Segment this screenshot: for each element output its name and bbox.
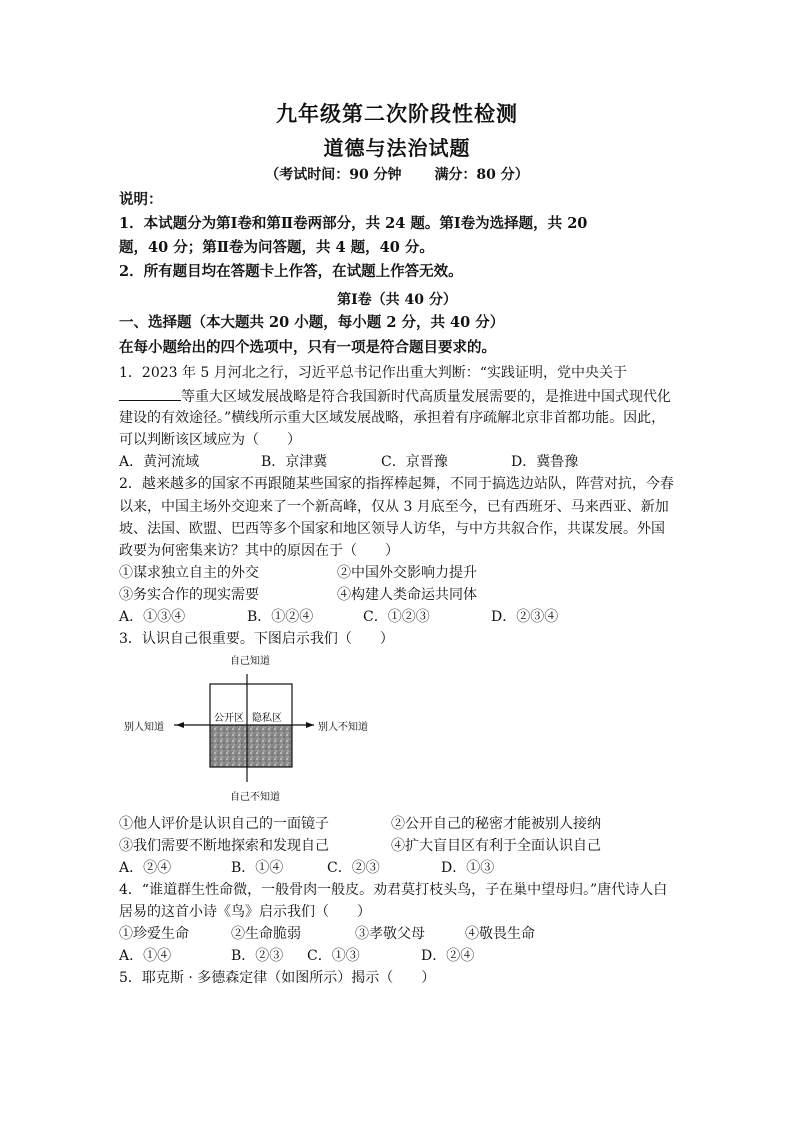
q1-line3: 建设的有效途径。”横线所示重大区域发展战略，承担着有序疏解北京非首都功能。因此， <box>119 410 666 426</box>
q2-line4: 政要为何密集来访？其中的原因在于（ ） <box>119 543 399 559</box>
q4-statement-4: ④敬畏生命 <box>465 926 535 942</box>
q3-statement-3: ③我们需要不断地探索和发现自己 <box>119 838 329 854</box>
q4-statement-1: ①珍爱生命 <box>119 926 189 942</box>
q3-line1: 3．认识自己很重要。下图启示我们（ ） <box>119 631 394 647</box>
q1-blank <box>119 386 181 401</box>
q3-option-a: A．②④ <box>119 860 172 876</box>
q2-statement-1: ①谋求独立自主的外交 <box>119 565 259 581</box>
label-others-unknown: 别人不知道 <box>318 722 368 733</box>
exam-info <box>0 164 794 184</box>
q2-line2: 以来，中国主场外交迎来了一个新高峰，仅从 3 月底至今，已有西班牙、马来西亚、新加 <box>119 499 669 515</box>
section-subheading: 在每小题给出的四个选项中，只有一项是符合题目要求的。 <box>119 339 496 356</box>
q1-line1: 1．2023 年 5 月河北之行，习近平总书记作出重大判断：“实践证明，党中央关于 <box>119 365 627 381</box>
q4-line2: 居易的这首小诗《鸟》启示我们（ ） <box>119 904 371 920</box>
q2-option-a: A．①③④ <box>119 609 186 625</box>
q3-statement-1: ①他人评价是认识自己的一面镜子 <box>119 816 329 832</box>
q4-statement-2: ②生命脆弱 <box>231 926 301 942</box>
label-open-area: 公开区 <box>214 713 244 724</box>
q4-statement-3: ③孝敬父母 <box>355 926 425 942</box>
q1-option-d: D．冀鲁豫 <box>511 454 579 470</box>
q3-statement-4: ④扩大盲目区有利于全面认识自己 <box>391 838 601 854</box>
q4-option-c: C．①③ <box>307 948 360 964</box>
q5-line1: 5．耶克斯 · 多德森定律（如图所示）揭示（ ） <box>119 970 436 986</box>
unknown-area-shading <box>210 725 292 767</box>
section-heading: 一、选择题（本大题共 20 小题，每小题 2 分，共 40 分） <box>119 314 505 331</box>
q2-option-c: C．①②③ <box>363 609 430 625</box>
label-hidden-area: 隐私区 <box>252 713 282 724</box>
q2-option-d: D．②③④ <box>491 609 559 625</box>
q2-statement-2: ②中国外交影响力提升 <box>337 565 477 581</box>
q4-line1: 4．“谁道群生性命微，一般骨肉一般皮。劝君莫打枝头鸟，子在巢中望母归。”唐代诗人白 <box>119 882 668 898</box>
q1-option-c: C．京晋豫 <box>381 454 448 470</box>
q1-line2: 等重大区域发展战略是符合我国新时代高质量发展需要的，是推进中国式现代化 <box>181 389 671 405</box>
exam-time: （考试时间：90 分钟 <box>265 167 402 183</box>
full-score: 满分：80 分） <box>434 167 529 183</box>
instruction-1-line2: 题，40 分；第Ⅱ卷为问答题，共 4 题，40 分。 <box>119 239 434 256</box>
johari-window-diagram <box>118 650 398 810</box>
q2-statement-4: ④构建人类命运共同体 <box>337 587 477 603</box>
q3-option-c: C．②③ <box>327 860 380 876</box>
q1-option-a: A．黄河流域 <box>119 454 200 470</box>
q3-option-b: B．①④ <box>231 860 284 876</box>
q2-line1: 2．越来越多的国家不再跟随某些国家的指挥棒起舞，不同于搞选边站队，阵营对抗，今春 <box>119 476 674 492</box>
q3-option-d: D．①③ <box>441 860 495 876</box>
q1-option-b: B．京津冀 <box>261 454 328 470</box>
q4-option-a: A．①④ <box>119 948 172 964</box>
exam-subject: 道德与法治试题 <box>323 136 471 160</box>
label-self-knows: 自己知道 <box>230 656 270 667</box>
q1-line2-wrap <box>119 386 671 407</box>
exam-title: 九年级第二次阶段性检测 <box>276 101 518 126</box>
right-arrow-icon <box>306 722 314 728</box>
q2-line3: 坡、法国、欧盟、巴西等多个国家和地区领导人访华，与中方共叙合作，共谋发展。外国 <box>119 521 665 537</box>
q2-statement-3: ③务实合作的现实需要 <box>119 587 259 603</box>
section-title: 第Ⅰ卷（共 40 分） <box>337 292 457 308</box>
left-arrow-icon <box>176 722 184 728</box>
label-others-know: 别人知道 <box>124 722 164 733</box>
q1-line4: 可以判断该区域应为（ ） <box>119 432 301 448</box>
q4-option-d: D．②④ <box>421 948 475 964</box>
instructions-label: 说明： <box>119 191 163 208</box>
label-self-unknown: 自己不知道 <box>230 792 280 803</box>
q3-statement-2: ②公开自己的秘密才能被别人接纳 <box>391 816 601 832</box>
q2-option-b: B．①②④ <box>247 609 314 625</box>
q4-option-b: B．②③ <box>231 948 284 964</box>
instruction-1-line1: 1．本试题分为第Ⅰ卷和第Ⅱ卷两部分，共 24 题。第Ⅰ卷为选择题，共 20 <box>119 215 588 232</box>
instruction-2: 2．所有题目均在答题卡上作答，在试题上作答无效。 <box>119 263 463 280</box>
